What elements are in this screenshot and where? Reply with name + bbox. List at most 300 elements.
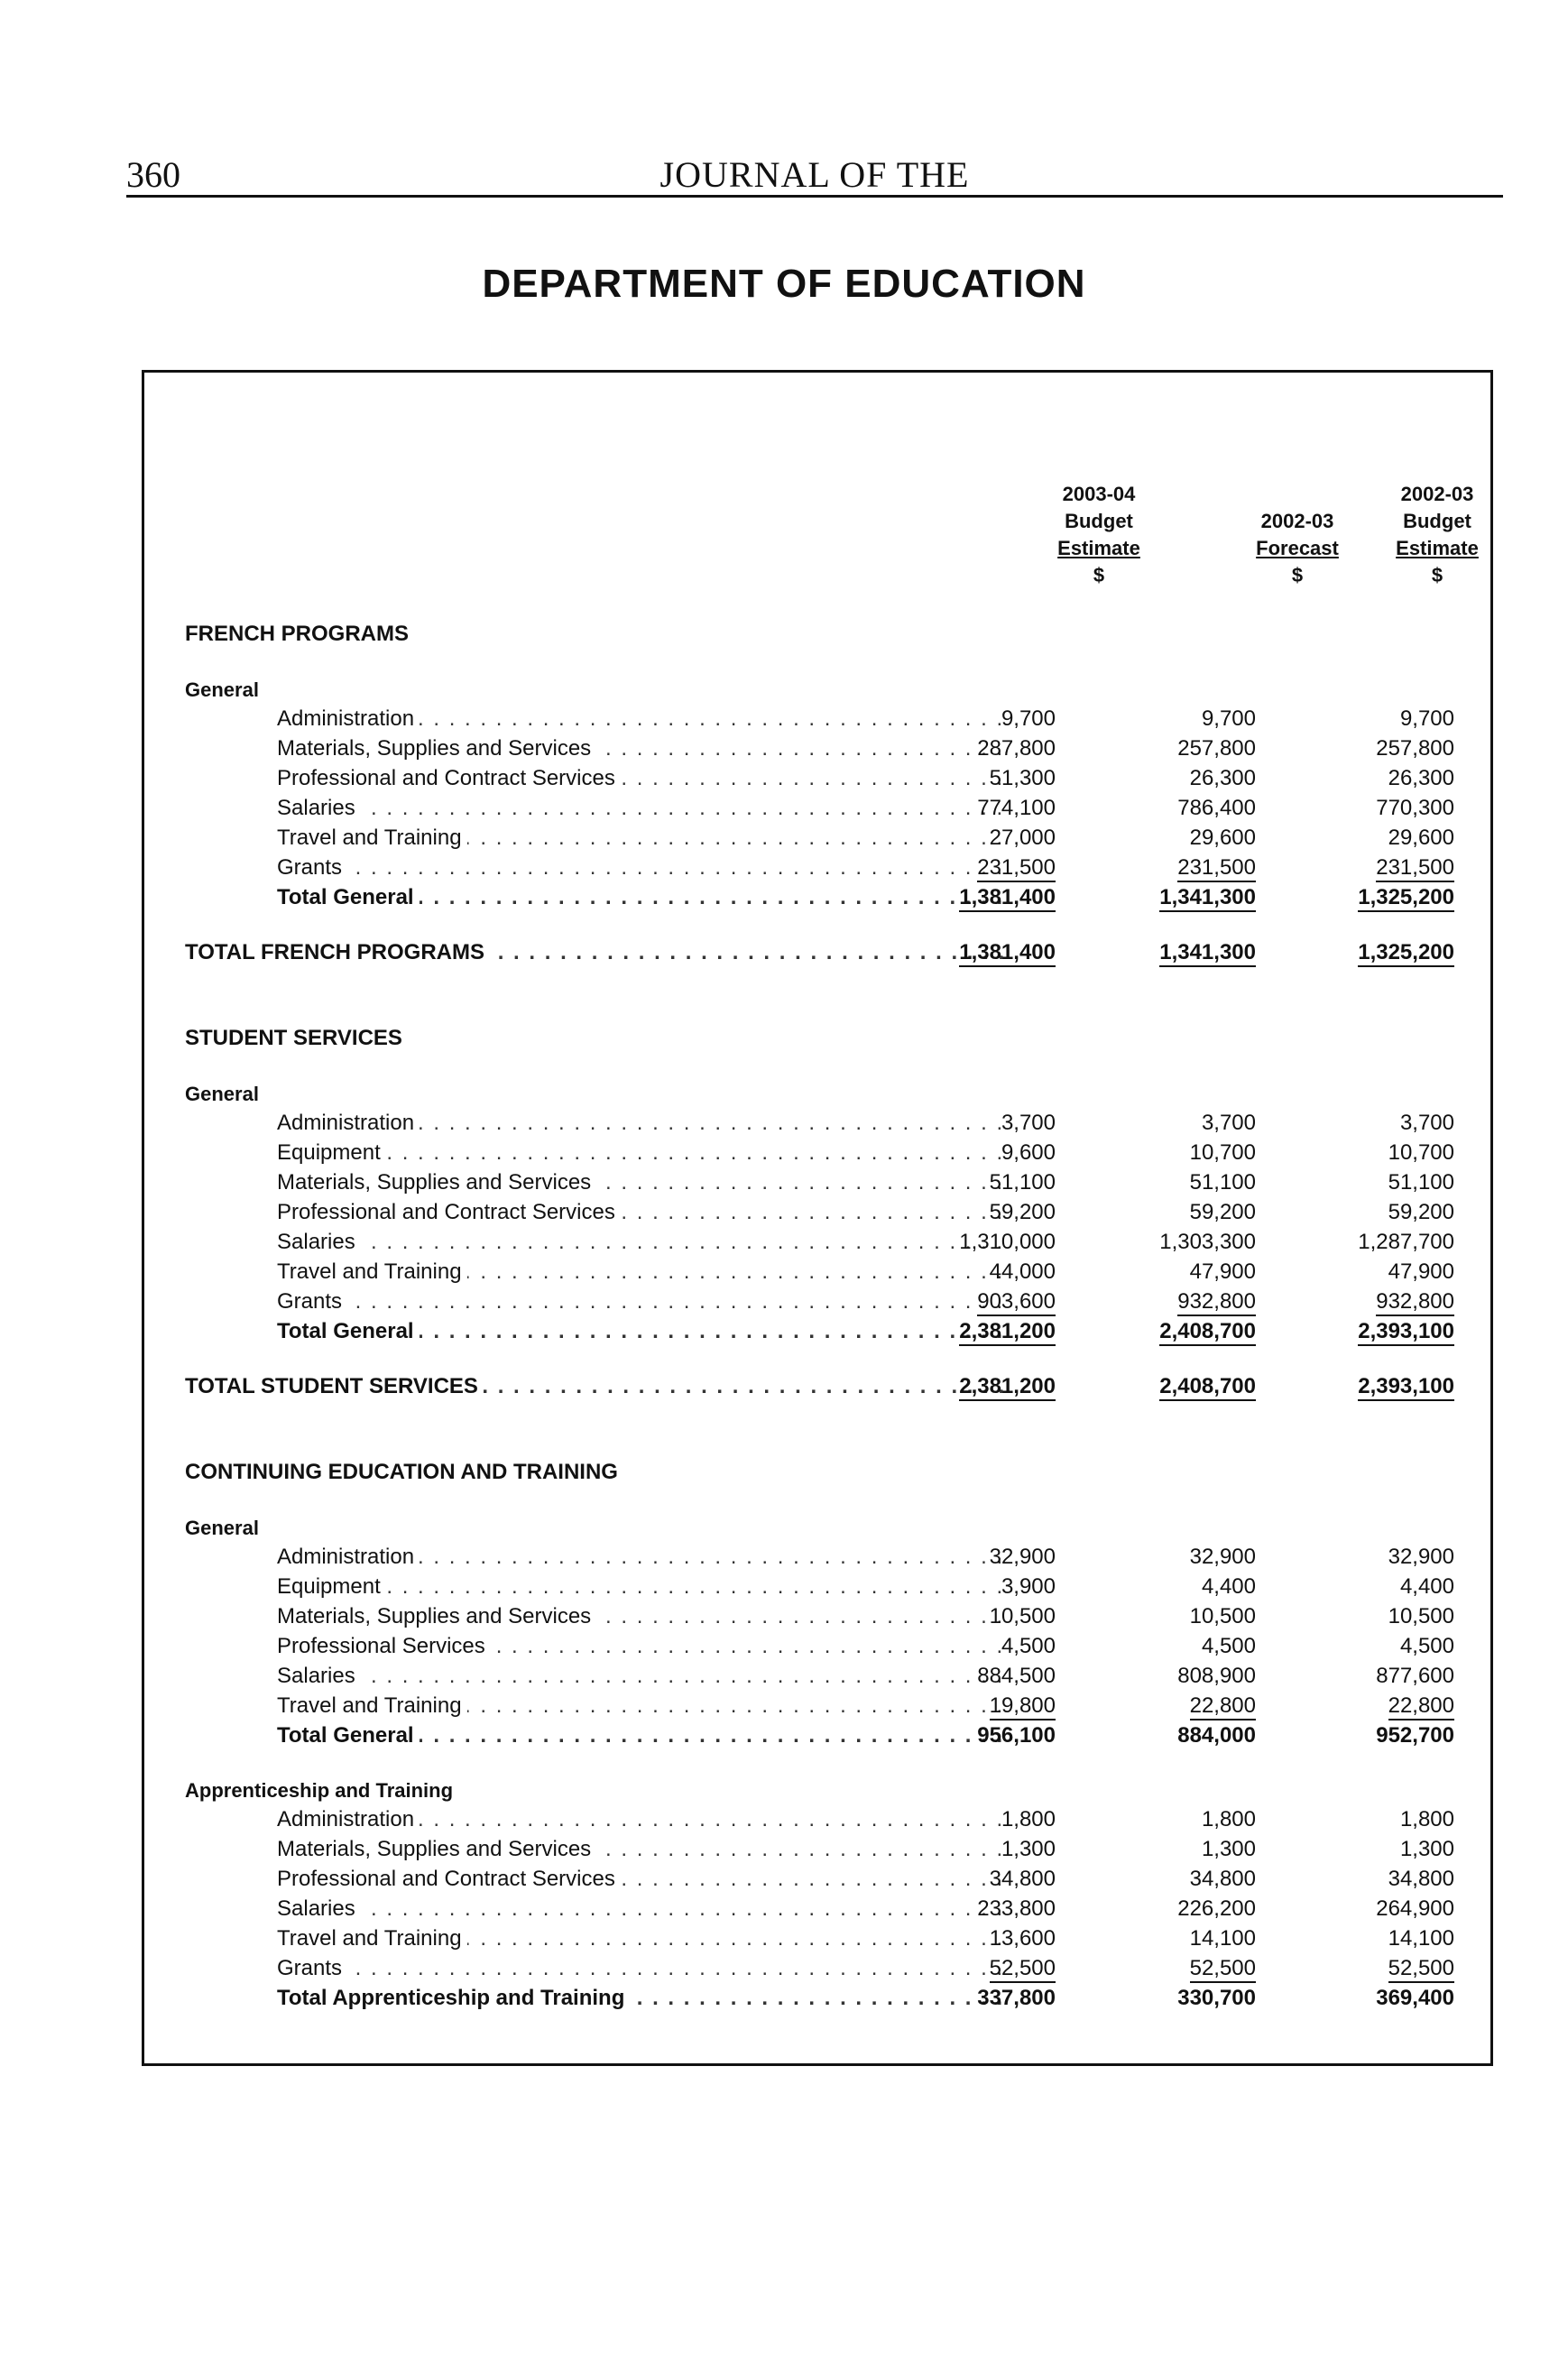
row-value-text: 13,600: [989, 1926, 1056, 1951]
row-label-text: Travel and Training: [277, 1259, 467, 1284]
row-value-text: 10,700: [1189, 1140, 1256, 1165]
column-unit: $: [1093, 564, 1105, 586]
row-value-text: 1,325,200: [1358, 885, 1454, 912]
table-row: [144, 825, 1496, 852]
row-value-text: 26,300: [1388, 766, 1454, 790]
row-value: [1310, 1925, 1454, 1952]
row-value-text: 10,500: [1388, 1604, 1454, 1628]
row-label-text: Materials, Supplies and Services: [277, 1170, 596, 1195]
column-year: 2002-03: [1400, 483, 1474, 505]
table-row: [144, 854, 1496, 881]
table-row: [144, 1925, 1496, 1952]
row-label-text: Equipment: [277, 1140, 386, 1165]
row-value: [911, 1259, 1056, 1286]
row-value-text: 903,600: [977, 1289, 1056, 1316]
row-label-text: Salaries: [277, 1896, 361, 1921]
row-value: [1310, 854, 1454, 881]
row-value: [911, 1693, 1056, 1720]
row-label-text: Administration: [277, 1545, 420, 1569]
total-row: [144, 939, 1496, 966]
row-value-text: 32,900: [989, 1545, 1056, 1569]
total-row: [144, 884, 1496, 911]
row-label-text: Salaries: [277, 1230, 361, 1254]
row-value: [1111, 1663, 1256, 1690]
row-value-text: 4,400: [1399, 1574, 1454, 1599]
row-label-text: Equipment: [277, 1574, 386, 1599]
row-value-text: 1,300: [1201, 1837, 1256, 1861]
table-row: [144, 1139, 1496, 1167]
table-row: [144, 1836, 1496, 1863]
row-value-text: 59,200: [1388, 1200, 1454, 1224]
row-value: [1111, 1925, 1256, 1952]
row-value: [1310, 1199, 1454, 1226]
row-label-text: Materials, Supplies and Services: [277, 1604, 596, 1628]
row-value-text: 32,900: [1189, 1545, 1256, 1569]
row-value: [1111, 1139, 1256, 1167]
row-value: [1111, 854, 1256, 881]
row-value: [911, 1722, 1056, 1749]
row-value-text: 4,500: [1201, 1634, 1256, 1658]
column-type: Budget: [1065, 510, 1133, 532]
row-value-text: 4,400: [1201, 1574, 1256, 1599]
column-kind: Estimate: [1057, 537, 1140, 559]
row-label-text: Professional and Contract Services: [277, 1200, 621, 1224]
page-number: 360: [126, 154, 180, 195]
row-value: [1310, 1169, 1454, 1196]
row-value-text: 47,900: [1388, 1259, 1454, 1284]
row-value-text: 2,408,700: [1159, 1319, 1256, 1346]
row-label-text: Professional Services: [277, 1634, 491, 1658]
row-value-text: 14,100: [1189, 1926, 1256, 1951]
row-label-text: Total General: [277, 885, 420, 909]
row-value: [911, 884, 1056, 911]
row-label: [277, 1955, 1010, 1982]
row-value-text: 34,800: [1189, 1867, 1256, 1891]
row-label-text: Materials, Supplies and Services: [277, 1837, 596, 1861]
row-value: [1310, 1955, 1454, 1982]
row-value-text: 26,300: [1189, 766, 1256, 790]
row-label: [277, 1139, 1010, 1167]
column-header-2002-03-estimate: [1383, 481, 1491, 589]
row-value-text: 952,700: [1376, 1723, 1454, 1748]
row-value-text: 1,325,200: [1358, 940, 1454, 967]
row-value-text: 808,900: [1177, 1664, 1256, 1688]
row-label: [277, 1288, 1010, 1315]
row-value-text: 51,100: [1189, 1170, 1256, 1195]
row-value: [1310, 1288, 1454, 1315]
row-value-text: 52,500: [990, 1956, 1056, 1983]
page-title: DEPARTMENT OF EDUCATION: [482, 262, 1086, 306]
row-label: [277, 1633, 1010, 1660]
row-label-text: TOTAL STUDENT SERVICES: [185, 1374, 484, 1398]
row-value: [911, 854, 1056, 881]
row-label-text: Grants: [277, 1289, 347, 1314]
row-value: [1111, 795, 1256, 822]
row-label-text: Administration: [277, 706, 420, 731]
row-value-text: 231,500: [1177, 855, 1256, 882]
row-value-text: 9,600: [1001, 1140, 1056, 1165]
row-value-text: 34,800: [1388, 1867, 1454, 1891]
row-value-text: 2,381,200: [959, 1319, 1056, 1346]
row-label: [277, 1693, 1010, 1720]
budget-table: [142, 370, 1493, 2066]
row-label: [277, 1806, 1010, 1833]
row-value: [911, 1836, 1056, 1863]
row-value: [1111, 1544, 1256, 1571]
row-value: [1111, 706, 1256, 733]
row-value-text: 10,700: [1388, 1140, 1454, 1165]
row-value: [1310, 706, 1454, 733]
row-label-text: Travel and Training: [277, 1693, 467, 1718]
row-value-text: 59,200: [989, 1200, 1056, 1224]
row-value-text: 884,500: [977, 1664, 1056, 1688]
column-header-2003-04-estimate: [991, 481, 1207, 589]
column-unit: $: [1291, 564, 1304, 586]
row-value: [911, 1373, 1056, 1400]
row-value-text: 2,393,100: [1358, 1374, 1454, 1401]
row-value-text: 2,408,700: [1159, 1374, 1256, 1401]
row-label-text: Professional and Contract Services: [277, 766, 621, 790]
row-value-text: 4,500: [1399, 1634, 1454, 1658]
section-title: FRENCH PROGRAMS: [185, 622, 410, 646]
row-label: [277, 1573, 1010, 1601]
row-value: [911, 1663, 1056, 1690]
row-value-text: 44,000: [989, 1259, 1056, 1284]
row-value: [911, 735, 1056, 762]
row-value-text: 1,800: [1399, 1807, 1454, 1831]
column-kind: Estimate: [1396, 537, 1479, 559]
row-label-text: Salaries: [277, 1664, 361, 1688]
row-label: [185, 1373, 1010, 1400]
row-value: [1111, 825, 1256, 852]
row-value: [911, 1573, 1056, 1601]
row-value: [911, 1544, 1056, 1571]
row-value-text: 257,800: [1376, 736, 1454, 761]
row-value: [1111, 1573, 1256, 1601]
row-value: [1310, 1373, 1454, 1400]
row-value: [911, 765, 1056, 792]
table-row: [144, 1806, 1496, 1833]
row-value: [1111, 1985, 1256, 2012]
row-label-text: Professional and Contract Services: [277, 1867, 621, 1891]
row-label: [277, 1836, 1010, 1863]
row-label: [277, 1603, 1010, 1630]
row-value: [1111, 1693, 1256, 1720]
total-row: [144, 1318, 1496, 1345]
table-row: [144, 1573, 1496, 1601]
row-value-text: 231,500: [1376, 855, 1454, 882]
row-value-text: 51,100: [989, 1170, 1056, 1195]
row-value: [1310, 1985, 1454, 2012]
row-value-text: 233,800: [977, 1896, 1056, 1921]
row-label: [277, 765, 1010, 792]
row-label: [277, 1259, 1010, 1286]
row-label: [277, 1925, 1010, 1952]
table-row: [144, 706, 1496, 733]
table-row: [144, 1896, 1496, 1923]
row-value-text: 10,500: [1189, 1604, 1256, 1628]
row-value: [911, 1955, 1056, 1982]
row-label-text: Salaries: [277, 796, 361, 820]
row-value-text: 34,800: [989, 1867, 1056, 1891]
row-label-text: TOTAL FRENCH PROGRAMS: [185, 940, 490, 964]
row-value-text: 51,100: [1388, 1170, 1454, 1195]
table-row: [144, 765, 1496, 792]
row-value: [911, 1229, 1056, 1256]
row-value: [1111, 1110, 1256, 1137]
table-row: [144, 735, 1496, 762]
row-value-text: 52,500: [1388, 1956, 1454, 1983]
row-value: [1111, 1288, 1256, 1315]
row-value: [911, 1633, 1056, 1660]
row-value: [1310, 1544, 1454, 1571]
row-value: [1111, 1373, 1256, 1400]
row-value-text: 2,393,100: [1358, 1319, 1454, 1346]
row-value: [1310, 1259, 1454, 1286]
row-value: [911, 1169, 1056, 1196]
table-row: [144, 1603, 1496, 1630]
row-value: [1310, 1139, 1454, 1167]
row-label: [277, 854, 1010, 881]
row-value: [1111, 1955, 1256, 1982]
row-label: [277, 1866, 1010, 1893]
row-value: [911, 1925, 1056, 1952]
row-value-text: 3,700: [1399, 1111, 1454, 1135]
table-row: [144, 1110, 1496, 1137]
row-value-text: 287,800: [977, 736, 1056, 761]
row-value: [1310, 1836, 1454, 1863]
row-label: [277, 1110, 1010, 1137]
row-label: [277, 1663, 1010, 1690]
row-value: [1310, 1633, 1454, 1660]
row-value-text: 1,300: [1001, 1837, 1056, 1861]
row-value: [1111, 1603, 1256, 1630]
row-value: [911, 706, 1056, 733]
row-value: [1111, 1722, 1256, 1749]
row-value-text: 330,700: [1177, 1986, 1256, 2010]
row-value-text: 770,300: [1376, 796, 1454, 820]
total-row: [144, 1373, 1496, 1400]
row-label: [277, 1318, 1010, 1345]
section-title: CONTINUING EDUCATION AND TRAINING: [185, 1460, 618, 1484]
row-value-text: 774,100: [977, 796, 1056, 820]
row-value-text: 257,800: [1177, 736, 1256, 761]
running-title: JOURNAL OF THE: [659, 154, 970, 195]
row-value: [1310, 735, 1454, 762]
group-title: General: [185, 1517, 259, 1539]
column-type: Budget: [1403, 510, 1471, 532]
row-value-text: 1,287,700: [1358, 1230, 1454, 1254]
row-label-text: Administration: [277, 1807, 420, 1831]
row-value: [1111, 1866, 1256, 1893]
row-value-text: 3,700: [1001, 1111, 1056, 1135]
table-row: [144, 1169, 1496, 1196]
row-label-text: Total General: [277, 1723, 420, 1748]
row-value-text: 9,700: [1001, 706, 1056, 731]
row-value-text: 22,800: [1190, 1693, 1256, 1720]
row-value: [1310, 1722, 1454, 1749]
row-label-text: Total Apprenticeship and Training: [277, 1986, 630, 2010]
row-value: [1310, 1806, 1454, 1833]
row-value-text: 1,303,300: [1159, 1230, 1256, 1254]
total-row: [144, 1722, 1496, 1749]
row-value-text: 52,500: [1190, 1956, 1256, 1983]
row-value-text: 1,381,400: [959, 940, 1056, 967]
row-value-text: 786,400: [1177, 796, 1256, 820]
row-label: [277, 1169, 1010, 1196]
row-value: [1111, 1318, 1256, 1345]
table-row: [144, 1288, 1496, 1315]
row-value: [1310, 1318, 1454, 1345]
row-value: [1111, 1806, 1256, 1833]
row-value-text: 22,800: [1388, 1693, 1454, 1720]
row-value: [1310, 1603, 1454, 1630]
table-row: [144, 1663, 1496, 1690]
page-header: [126, 153, 1503, 198]
row-value: [1310, 939, 1454, 966]
row-label-text: Grants: [277, 855, 347, 880]
row-value-text: 10,500: [989, 1604, 1056, 1628]
row-value-text: 337,800: [977, 1986, 1056, 2010]
row-value-text: 1,341,300: [1159, 885, 1256, 912]
row-value: [911, 795, 1056, 822]
row-value-text: 884,000: [1177, 1723, 1256, 1748]
row-label: [277, 1722, 1010, 1749]
row-value-text: 1,310,000: [959, 1230, 1056, 1254]
table-row: [144, 1259, 1496, 1286]
column-year: 2003-04: [1062, 483, 1136, 505]
row-value: [911, 1288, 1056, 1315]
row-value: [1111, 1259, 1256, 1286]
row-label-text: Travel and Training: [277, 826, 467, 850]
row-value: [911, 1199, 1056, 1226]
row-value-text: 231,500: [977, 855, 1056, 882]
row-label: [277, 735, 1010, 762]
row-value: [911, 1603, 1056, 1630]
row-value-text: 4,500: [1001, 1634, 1056, 1658]
row-value-text: 29,600: [1189, 826, 1256, 850]
row-value: [1111, 1199, 1256, 1226]
table-row: [144, 1866, 1496, 1893]
row-label-text: Grants: [277, 1956, 347, 1980]
group-title: General: [185, 678, 259, 701]
row-value: [1310, 1866, 1454, 1893]
row-value: [911, 1896, 1056, 1923]
row-label: [277, 1985, 1010, 2012]
row-value-text: 9,700: [1399, 706, 1454, 731]
row-value-text: 932,800: [1376, 1289, 1454, 1316]
row-value-text: 369,400: [1376, 1986, 1454, 2010]
group-title: Apprenticeship and Training: [185, 1779, 454, 1802]
column-kind: Forecast: [1256, 537, 1339, 559]
row-value: [1310, 1229, 1454, 1256]
row-value-text: 877,600: [1376, 1664, 1454, 1688]
row-label: [185, 939, 1010, 966]
row-value: [911, 1806, 1056, 1833]
row-value: [911, 1110, 1056, 1137]
table-row: [144, 1229, 1496, 1256]
row-value: [1310, 795, 1454, 822]
column-year: 2002-03: [1260, 510, 1334, 532]
row-value-text: 956,100: [977, 1723, 1056, 1748]
row-value: [1111, 1633, 1256, 1660]
row-value-text: 264,900: [1376, 1896, 1454, 1921]
row-value-text: 51,300: [989, 766, 1056, 790]
row-label: [277, 795, 1010, 822]
group-title: General: [185, 1083, 259, 1105]
section-title: STUDENT SERVICES: [185, 1026, 402, 1050]
row-value: [1111, 884, 1256, 911]
row-label-text: Materials, Supplies and Services: [277, 736, 596, 761]
row-value: [911, 939, 1056, 966]
row-value-text: 1,300: [1399, 1837, 1454, 1861]
row-value: [1111, 1169, 1256, 1196]
row-label: [277, 1544, 1010, 1571]
table-row: [144, 1633, 1496, 1660]
column-unit: $: [1431, 564, 1443, 586]
row-label: [277, 1229, 1010, 1256]
row-value: [1111, 1836, 1256, 1863]
row-label-text: Travel and Training: [277, 1926, 467, 1951]
row-value-text: 47,900: [1189, 1259, 1256, 1284]
row-value: [1111, 1896, 1256, 1923]
row-value-text: 1,381,400: [959, 885, 1056, 912]
table-row: [144, 1693, 1496, 1720]
row-value: [911, 1985, 1056, 2012]
row-label: [277, 884, 1010, 911]
row-label: [277, 706, 1010, 733]
column-header-2002-03-forecast: [1189, 508, 1406, 589]
row-value-text: 1,341,300: [1159, 940, 1256, 967]
row-value: [1111, 735, 1256, 762]
total-row: [144, 1985, 1496, 2012]
row-value: [911, 1139, 1056, 1167]
row-label: [277, 1896, 1010, 1923]
row-value-text: 59,200: [1189, 1200, 1256, 1224]
row-value-text: 3,900: [1001, 1574, 1056, 1599]
row-value: [1111, 765, 1256, 792]
row-value: [1310, 1573, 1454, 1601]
row-value-text: 226,200: [1177, 1896, 1256, 1921]
row-value: [911, 1318, 1056, 1345]
row-value: [1310, 765, 1454, 792]
row-value: [1310, 1663, 1454, 1690]
row-label: [277, 1199, 1010, 1226]
row-value-text: 2,381,200: [959, 1374, 1056, 1401]
row-value-text: 32,900: [1388, 1545, 1454, 1569]
row-value-text: 1,800: [1001, 1807, 1056, 1831]
row-value: [1310, 825, 1454, 852]
row-value: [1310, 1110, 1454, 1137]
row-value: [1111, 939, 1256, 966]
row-value-text: 19,800: [990, 1693, 1056, 1720]
table-row: [144, 1544, 1496, 1571]
row-value-text: 9,700: [1201, 706, 1256, 731]
row-value-text: 27,000: [989, 826, 1056, 850]
row-value: [1310, 1896, 1454, 1923]
row-label-text: Administration: [277, 1111, 420, 1135]
row-value: [911, 825, 1056, 852]
row-value-text: 29,600: [1388, 826, 1454, 850]
row-value-text: 14,100: [1388, 1926, 1454, 1951]
row-value: [1310, 1693, 1454, 1720]
row-label: [277, 825, 1010, 852]
row-value-text: 3,700: [1201, 1111, 1256, 1135]
row-value: [1111, 1229, 1256, 1256]
row-value: [911, 1866, 1056, 1893]
row-value-text: 932,800: [1177, 1289, 1256, 1316]
table-row: [144, 795, 1496, 822]
